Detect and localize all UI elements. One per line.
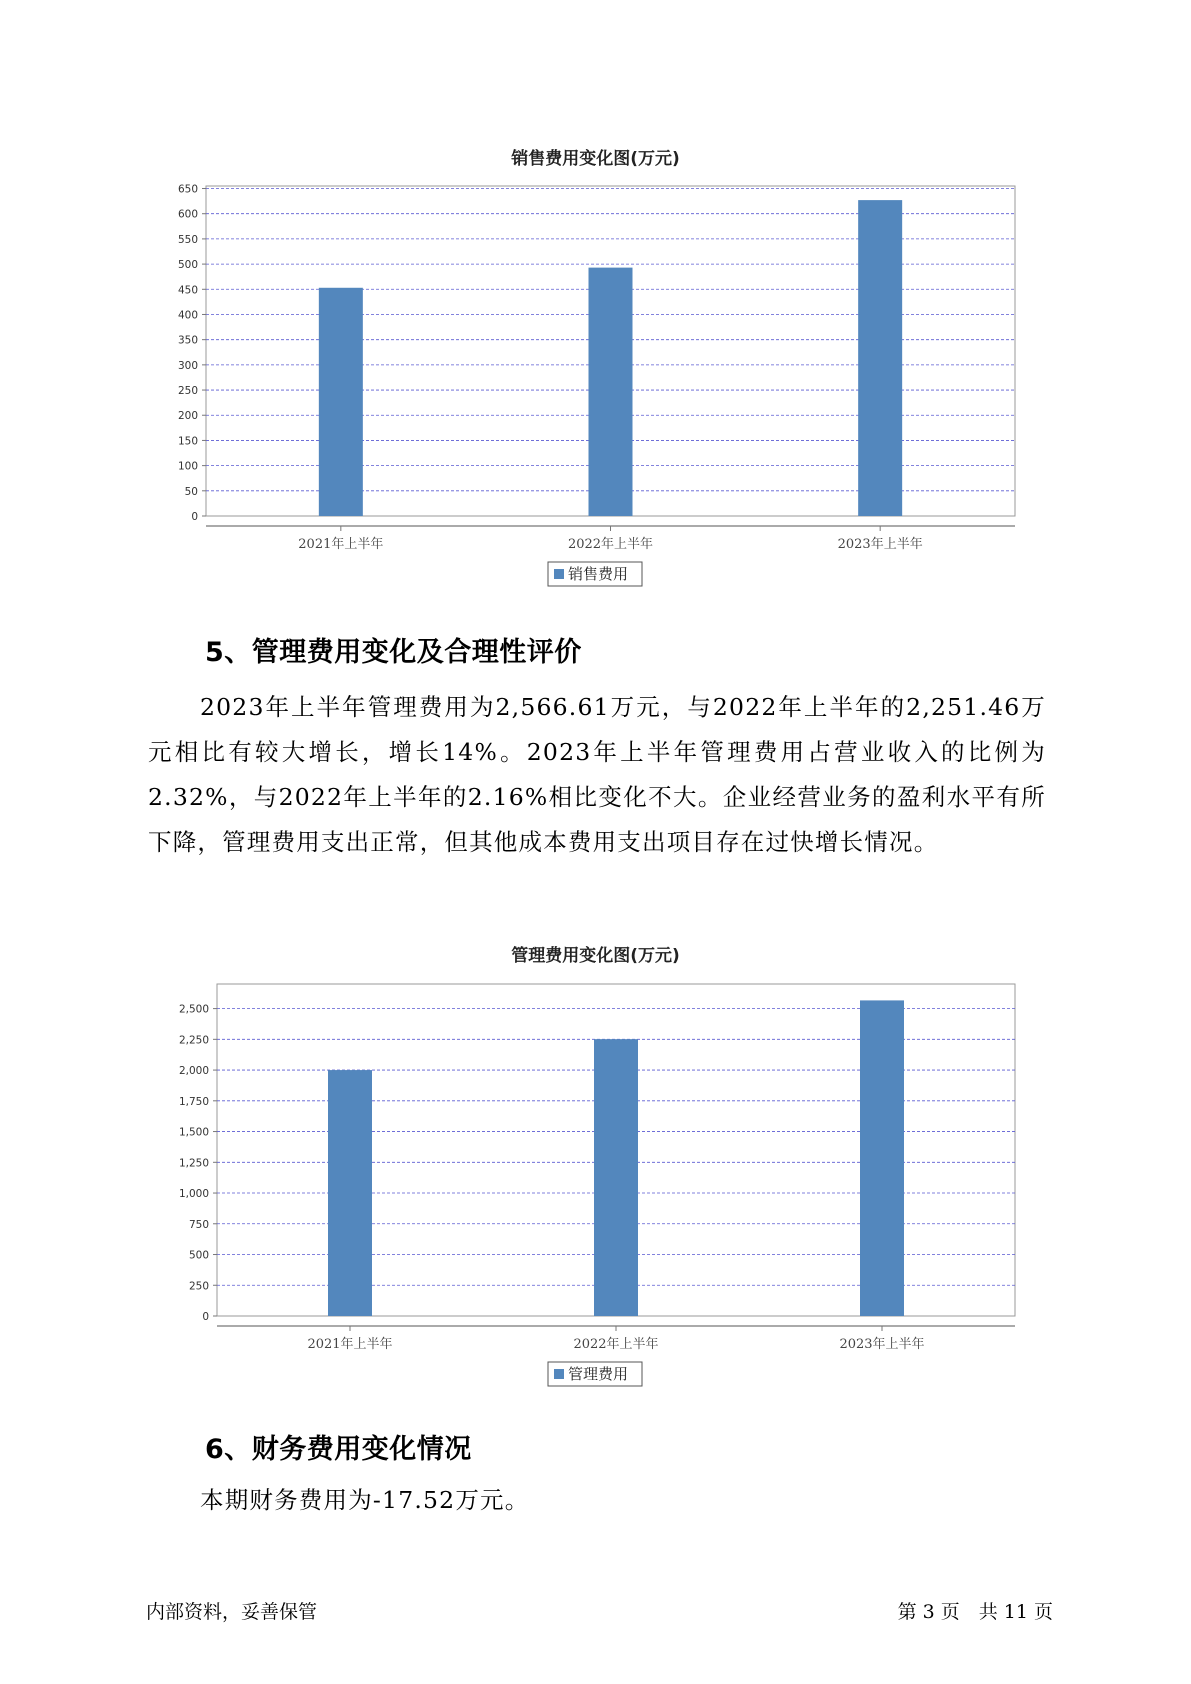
y-tick-label: 300 [177, 359, 198, 372]
section-5-heading: 5、管理费用变化及合理性评价 [205, 637, 582, 668]
y-tick-label: 150 [177, 435, 198, 448]
section-6-text: 本期财务费用为-17.52万元。 [200, 1486, 530, 1514]
section-5-text: 2023年上半年管理费用为2,566.61万元，与2022年上半年的2,251.46万元相比有较大增长，增长14%。2023年上半年管理费用占营业收入的比例为2.32%，与2022年上半年的2.16%相比变化不大。企业经营业务的盈利水平有所下降，管理费用支出正常，但其他成本费用支出项目存在过快增长情况。 [148, 693, 1046, 856]
x-tick-label: 2021年上半年 [307, 1337, 393, 1352]
page-number: 第 3 页 共 11 页 [897, 1601, 1053, 1623]
y-tick-label: 100 [177, 460, 198, 473]
y-tick-label: 500 [188, 1249, 209, 1262]
y-tick-label: 1,000 [178, 1188, 209, 1201]
y-tick-label: 350 [177, 334, 198, 347]
bar-3 [858, 200, 902, 516]
y-tick-label: 550 [177, 233, 198, 246]
chart-2-title: 管理费用变化图(万元) [511, 946, 680, 966]
bar-2 [589, 268, 633, 516]
legend-label: 销售费用 [568, 565, 629, 583]
y-tick-label: 200 [177, 410, 198, 423]
y-tick-label: 1,250 [178, 1157, 209, 1170]
y-tick-label: 250 [188, 1280, 209, 1293]
y-tick-label: 2,000 [178, 1065, 209, 1078]
sales-expense-chart [0, 170, 1191, 595]
bar-2 [594, 1039, 638, 1316]
admin-expense-chart [0, 970, 1191, 1395]
y-tick-label: 600 [177, 208, 198, 221]
y-tick-label: 2,500 [178, 1003, 209, 1016]
bar-1 [319, 288, 363, 516]
x-tick-label: 2023年上半年 [839, 1337, 925, 1352]
y-tick-label: 1,500 [178, 1126, 209, 1139]
y-tick-label: 2,250 [178, 1034, 209, 1047]
x-tick-label: 2022年上半年 [567, 537, 654, 552]
bar-1 [328, 1070, 372, 1316]
legend-swatch [554, 569, 564, 579]
legend-label: 管理费用 [568, 1365, 629, 1383]
y-tick-label: 750 [188, 1218, 209, 1231]
chart-1-title: 销售费用变化图(万元) [511, 149, 680, 169]
y-tick-label: 0 [202, 1311, 209, 1323]
legend-swatch [554, 1369, 564, 1379]
x-tick-label: 2021年上半年 [298, 537, 384, 552]
x-tick-label: 2023年上半年 [837, 537, 923, 552]
footer-note: 内部资料，妥善保管 [146, 1601, 318, 1623]
x-tick-label: 2022年上半年 [573, 1337, 659, 1352]
section-6-paragraph [148, 1478, 1046, 1523]
section-5-paragraph [148, 685, 1046, 865]
y-tick-label: 400 [177, 309, 198, 322]
y-tick-label: 50 [184, 485, 198, 498]
y-tick-label: 0 [191, 511, 198, 523]
bar-3 [860, 1000, 904, 1316]
y-tick-label: 250 [177, 385, 198, 398]
y-tick-label: 650 [177, 183, 198, 196]
section-6-heading: 6、财务费用变化情况 [205, 1434, 472, 1465]
y-tick-label: 500 [177, 259, 198, 272]
y-tick-label: 450 [177, 284, 198, 297]
y-tick-label: 1,750 [178, 1095, 209, 1108]
